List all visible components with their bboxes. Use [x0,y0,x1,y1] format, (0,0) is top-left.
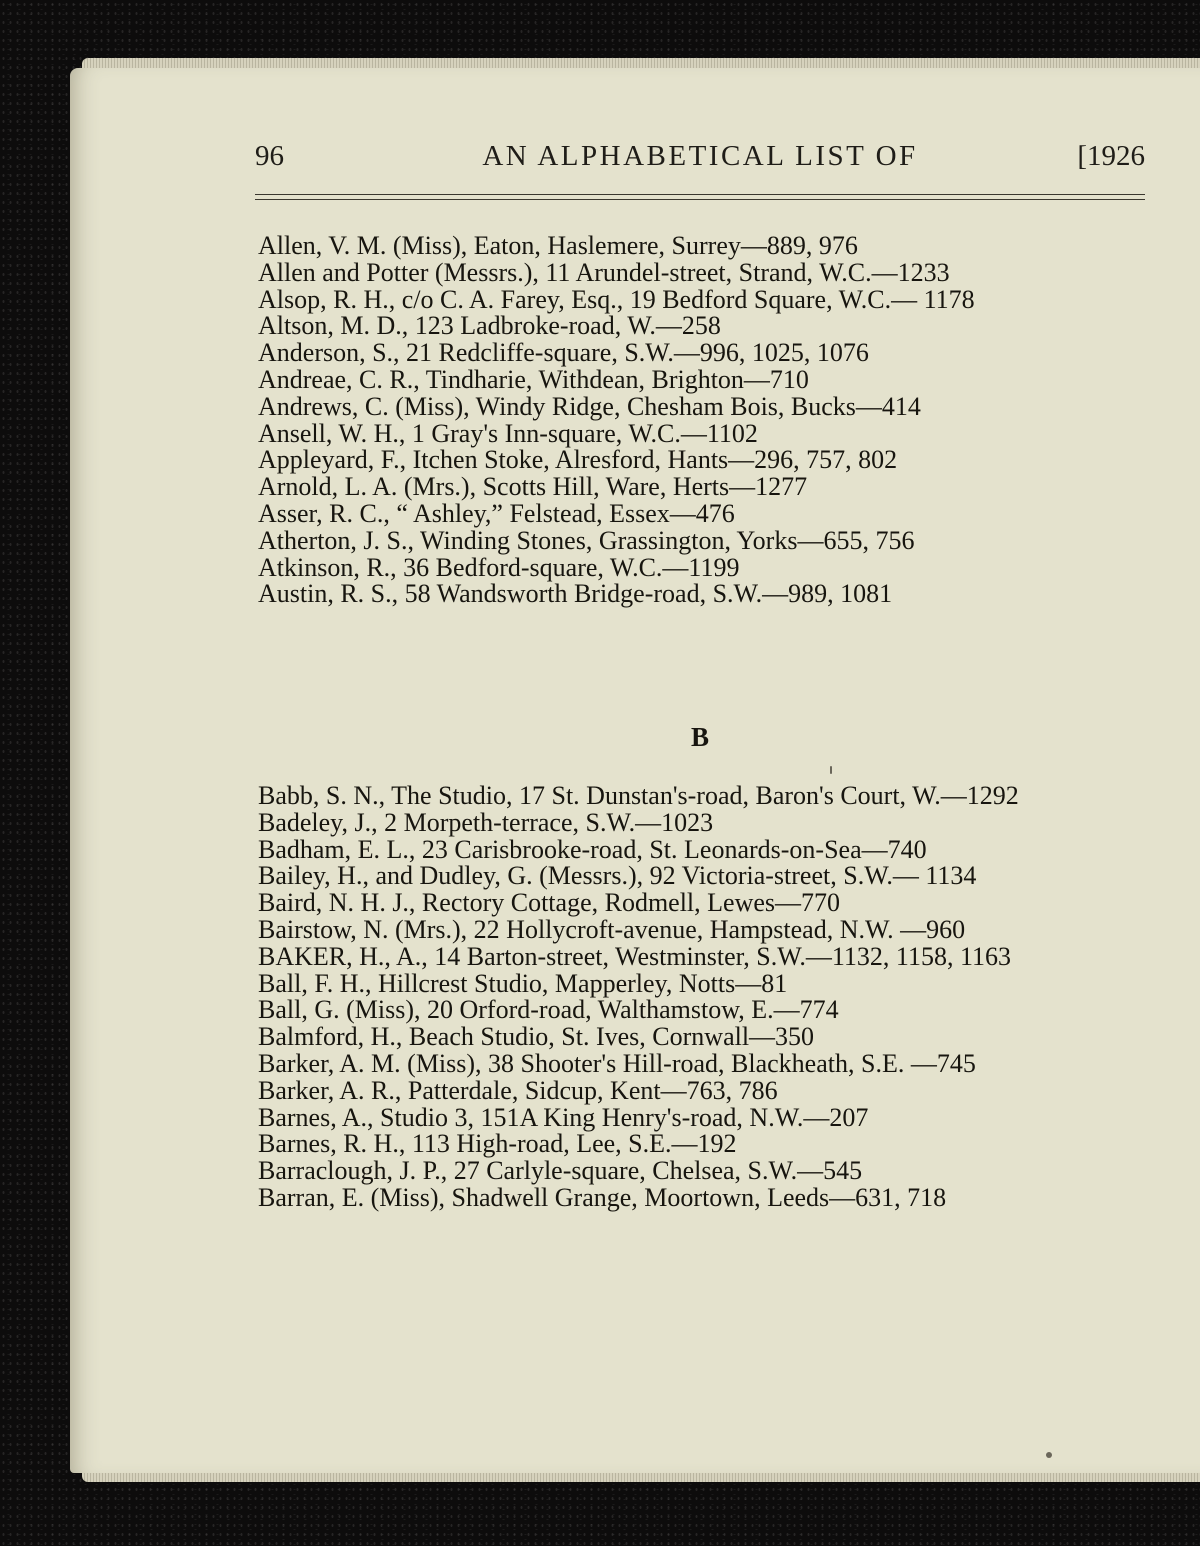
list-entry: Barran, E. (Miss), Shadwell Grange, Moortown, Leeds—631, 718 [258,1182,947,1212]
list-entry: Barnes, R. H., 113 High-road, Lee, S.E.—192 [258,1129,737,1159]
list-entry: Bailey, H., and Dudley, G. (Messrs.), 92 Victoria-street, S.W.— 1134 [258,861,977,891]
list-entry: Barnes, A., Studio 3, 151A King Henry's-road, N.W.—207 [258,1102,869,1132]
list-entry: Asser, R. C., “ Ashley,” Felstead, Essex—476 [258,498,735,528]
list-entry: Andreae, C. R., Tindharie, Withdean, Brighton—710 [258,364,809,394]
list-entry: Bairstow, N. (Mrs.), 22 Hollycroft-avenue, Hampstead, N.W. —960 [258,914,966,944]
section-heading-b: B [690,722,709,752]
list-entry: Arnold, L. A. (Mrs.), Scotts Hill, Ware, Herts—1277 [258,472,808,502]
list-entry: Andrews, C. (Miss), Windy Ridge, Chesham Bois, Bucks—414 [258,391,921,421]
section-a-list [258,233,1148,608]
list-entry: BAKER, H., A., 14 Barton-street, Westminster, S.W.—1132, 1158, 1163 [258,941,1011,971]
list-entry: Atkinson, R., 36 Bedford-square, W.C.—1199 [258,552,740,582]
page-header [255,140,1145,184]
list-entry: Allen and Potter (Messrs.), 11 Arundel-street, Strand, W.C.—1233 [258,257,950,287]
list-entry: Alsop, R. H., c/o C. A. Farey, Esq., 19 Bedford Square, W.C.— 1178 [258,284,975,314]
list-entry: Barraclough, J. P., 27 Carlyle-square, Chelsea, S.W.—545 [258,1156,863,1186]
list-entry: Appleyard, F., Itchen Stoke, Alresford, Hants—296, 757, 802 [258,445,898,475]
list-entry: Baird, N. H. J., Rectory Cottage, Rodmell, Lewes—770 [258,888,841,918]
list-entry: Barker, A. M. (Miss), 38 Shooter's Hill-road, Blackheath, S.E. —745 [258,1048,976,1078]
list-entry: Badeley, J., 2 Morpeth-terrace, S.W.—1023 [258,807,714,837]
list-entry: Babb, S. N., The Studio, 17 St. Dunstan's-road, Baron's Court, W.—1292 [258,781,1019,810]
running-head: AN ALPHABETICAL LIST OF [482,140,918,172]
section-b-list [258,783,1148,1212]
list-entry: Allen, V. M. (Miss), Eaton, Haslemere, Surrey—889, 976 [258,231,858,260]
list-entry: Balmford, H., Beach Studio, St. Ives, Cornwall—350 [258,1022,815,1052]
list-entry: Atherton, J. S., Winding Stones, Grassington, Yorks—655, 756 [258,525,915,555]
list-entry: Ball, G. (Miss), 20 Orford-road, Walthamstow, E.—774 [258,995,839,1025]
header-rule-bottom [255,199,1145,200]
page-number: 96 [255,140,284,172]
header-year: [1926 [1077,140,1145,172]
header-rule-top [255,194,1145,195]
list-entry: Ball, F. H., Hillcrest Studio, Mapperley, Notts—81 [258,968,788,998]
list-entry: Ansell, W. H., 1 Gray's Inn-square, W.C.—1102 [258,418,758,448]
list-entry: Badham, E. L., 23 Carisbrooke-road, St. Leonards-on-Sea—740 [258,834,927,864]
list-entry: Altson, M. D., 123 Ladbroke-road, W.—258 [258,311,721,341]
list-entry: Anderson, S., 21 Redcliffe-square, S.W.—996, 1025, 1076 [258,338,869,368]
paper-speck [830,766,832,774]
list-entry: Austin, R. S., 58 Wandsworth Bridge-road, S.W.—989, 1081 [258,579,893,609]
paper-speck [1046,1452,1052,1458]
list-entry: Barker, A. R., Patterdale, Sidcup, Kent—763, 786 [258,1075,778,1105]
